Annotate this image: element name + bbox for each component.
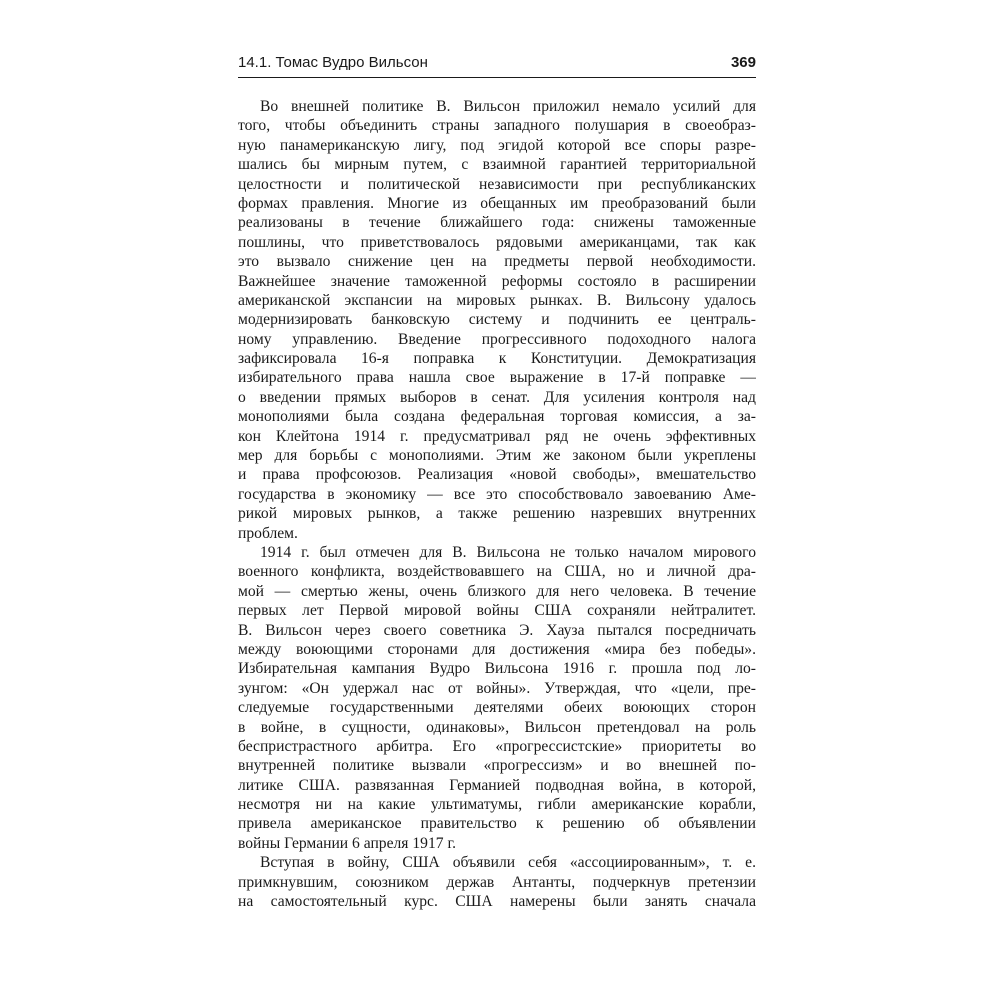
text-line: привела американское правительство к решению об объявлении	[238, 815, 756, 833]
text-line: Вступая в войну, США объявили себя «ассоциированным», т. е.	[260, 854, 756, 872]
text-line: того, чтобы объединить страны западного полушария в своеобраз-	[238, 117, 756, 135]
text-line: несмотря ни на какие ультиматумы, гибли американские корабли,	[238, 796, 756, 814]
text-line: государства в экономику — все это способствовало завоеванию Аме-	[238, 485, 756, 503]
text-line: войны Германии 6 апреля 1917 г.	[238, 834, 456, 852]
text-line: литике США. развязанная Германией подводная война, в которой,	[238, 776, 756, 794]
text-line: Избирательная кампания Вудро Вильсона 1916 г. прошла под ло-	[238, 660, 756, 678]
text-line: 1914 г. был отмечен для В. Вильсона не только началом мирового	[260, 543, 756, 561]
text-line: формах правления. Многие из обещанных им преобразований были	[238, 194, 756, 212]
text-line: первых лет Первой мировой войны США сохраняли нейтралитет.	[238, 602, 756, 620]
text-line: мер для борьбы с монополиями. Этим же законом были укреплены	[238, 447, 756, 465]
paragraph	[238, 853, 756, 911]
text-line: американской экспансии на мировых рынках. В. Вильсону удалось	[238, 291, 756, 309]
text-line: ную панамериканскую лигу, под эгидой которой все споры разре-	[238, 136, 756, 154]
text-line: реализованы в течение ближайшего года: снижены таможенные	[238, 214, 756, 232]
text-line: военного конфликта, воздействовавшего на США, но и личной дра-	[238, 563, 756, 581]
text-line: рикой мировых рынков, а также решению назревших внутренних	[238, 505, 756, 523]
text-line: избирательного права нашла свое выражение в 17-й поправке —	[238, 369, 756, 387]
text-line: беспристрастного арбитра. Его «прогрессистские» приоритеты во	[238, 737, 756, 755]
text-line: между воюющими сторонами для достижения «мира без победы».	[238, 640, 756, 658]
text-line: Во внешней политике В. Вильсон приложил немало усилий для	[260, 98, 756, 115]
text-line: модернизировать банковскую систему и подчинить ее централь-	[238, 311, 756, 329]
text-line: в войне, в сущности, одинаковы», Вильсон претендовал на роль	[238, 718, 756, 736]
text-line: целостности и политической независимости при республиканских	[238, 175, 756, 193]
text-line: В. Вильсон через своего советника Э. Хауза пытался посредничать	[238, 621, 756, 639]
paragraph	[238, 97, 756, 543]
text-line: зафиксировала 16-я поправка к Конституции. Демократизация	[238, 350, 756, 368]
text-line: монополиями была создана федеральная торговая комиссия, а за-	[238, 408, 756, 426]
page-number: 369	[730, 54, 756, 71]
text-line: Важнейшее значение таможенной реформы состояло в расширении	[238, 272, 756, 290]
text-line: на самостоятельный курс. США намерены были занять сначала	[238, 893, 756, 911]
text-line: пошлины, что приветствовалось рядовыми американцами, так как	[238, 233, 756, 251]
section-title: 14.1. Томас Вудро Вильсон	[238, 54, 428, 71]
text-line: проблем.	[238, 524, 298, 542]
running-head	[238, 50, 756, 76]
text-line: внутренней политике вызвали «прогрессизм» и во внешней по-	[238, 757, 756, 775]
text-line: следуемые государственными деятелями обеих воюющих сторон	[238, 699, 756, 717]
text-line: мой — смертью жены, очень близкого для него человека. В течение	[238, 582, 756, 600]
text-line: о введении прямых выборов в сенат. Для усиления контроля над	[238, 388, 756, 406]
header-rule	[238, 77, 756, 78]
text-line: и права профсоюзов. Реализация «новой свободы», вмешательство	[238, 466, 756, 484]
paragraph	[238, 543, 756, 853]
text-line: кон Клейтона 1914 г. предусматривал ряд не очень эффективных	[238, 427, 756, 445]
text-line: ному управлению. Введение прогрессивного подоходного налога	[238, 330, 756, 348]
text-line: зунгом: «Он удержал нас от войны». Утверждая, что «цели, пре-	[238, 679, 756, 697]
text-line: примкнувшим, союзником держав Антанты, подчеркнув претензии	[238, 873, 756, 891]
text-line: шались бы мирным путем, с взаимной гарантией территориальной	[238, 156, 756, 174]
body-text	[238, 97, 756, 911]
text-line: это вызвало снижение цен на предметы первой необходимости.	[238, 253, 756, 271]
